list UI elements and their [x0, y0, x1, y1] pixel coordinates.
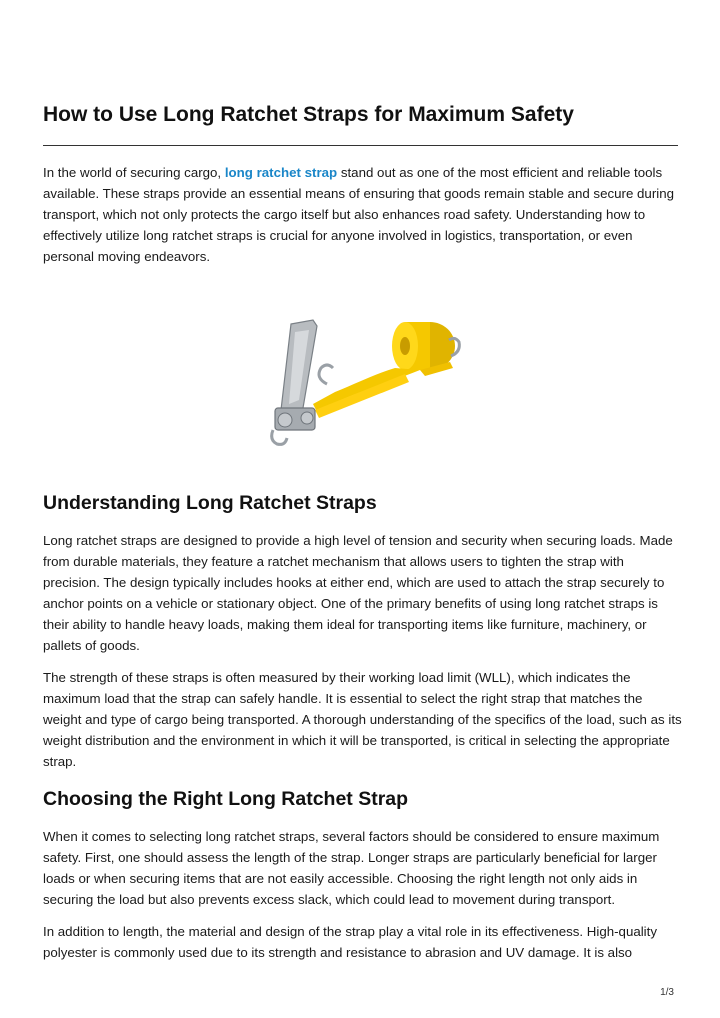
section2-paragraph-2: In addition to length, the material and design of the strap play a vital role in its effectiveness. High-quality polyester is commonly used due to its strength and resistance to abrasion and UV damage. It is also — [43, 924, 657, 960]
section2-paragraph-1: When it comes to selecting long ratchet straps, several factors should be considered to ensure maximum safety. First, one should assess the length of the strap. Longer straps are particularly beneficial for larger loads or when securing items that are not easily accessible. Choosing the right length not only aids in securing the load but also prevents excess slack, which could lead to movement during transport. — [43, 829, 660, 907]
strap-roll — [392, 322, 455, 370]
long-ratchet-strap-link[interactable]: long ratchet strap — [224, 165, 338, 180]
section1-paragraph-2: The strength of these straps is often measured by their working load limit (WLL), which indicates the maximum load that the strap can safely handle. It is essential to select the right strap that matches the weight and type of cargo being transported. A thorough understanding of the specifics of the load, such as its weight distribution and the environment in which it will be transported, is critical in selecting the appropriate strap. — [43, 670, 682, 769]
intro-paragraph — [43, 162, 683, 267]
ratchet-mechanism — [272, 320, 317, 444]
section-heading-choosing: Choosing the Right Long Ratchet Strap — [43, 788, 409, 810]
title-divider — [43, 145, 678, 146]
page-title: How to Use Long Ratchet Straps for Maximum Safety — [43, 103, 574, 126]
intro-text-end: stand out as one of the most efficient and reliable tools available. These straps provide an essential means of ensuring that goods remain stable and secure during transport, which not only protects the cargo itself but also enhances road safety. Understanding how to effectively utilize long ratchet straps is crucial for anyone involved in logistics, transportation, or even personal moving endeavors. — [43, 165, 674, 264]
section1-paragraph-1: Long ratchet straps are designed to provide a high level of tension and security when securing loads. Made from durable materials, they feature a ratchet mechanism that allows users to tighten the strap with precision. The design typically includes hooks at either end, which are used to attach the strap securely to anchor points on a vehicle or stationary object. One of the primary benefits of using long ratchet straps is their ability to handle heavy loads, making them ideal for transporting items like furniture, machinery, or pallets of goods. — [43, 533, 673, 653]
ratchet-strap-image — [255, 312, 465, 447]
section-heading-understanding: Understanding Long Ratchet Straps — [43, 492, 377, 514]
page-number: 1/3 — [660, 987, 674, 998]
intro-text-start: In the world of securing cargo, — [43, 165, 225, 180]
